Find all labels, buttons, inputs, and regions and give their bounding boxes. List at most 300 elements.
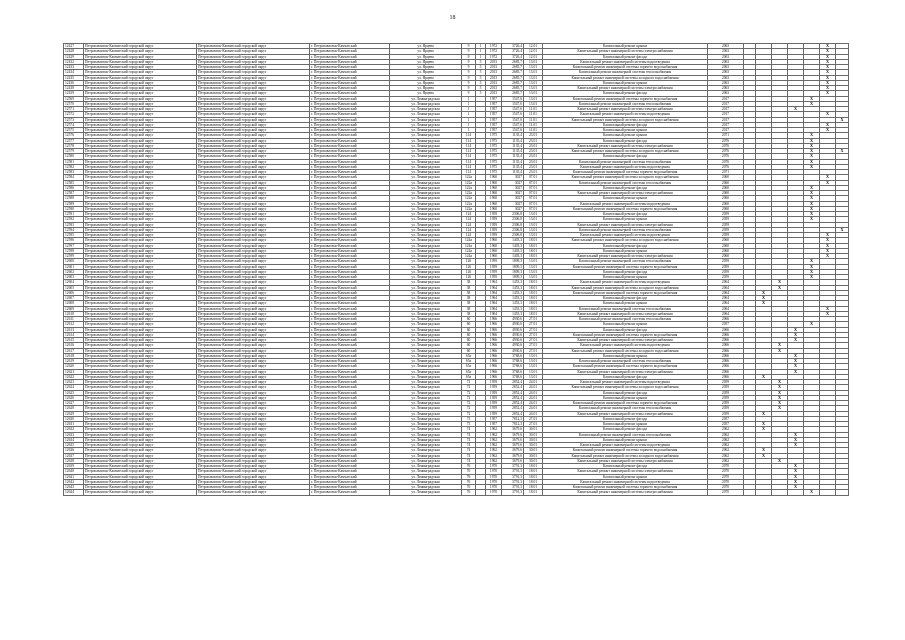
house-cell: 126 <box>462 269 476 274</box>
city-cell: г. Петропавловск-Камчатский <box>310 448 390 453</box>
street-cell: ул. Ярцева <box>390 44 462 49</box>
period-cell: 2063 <box>708 91 744 96</box>
area-cell: 1809,3 <box>502 264 524 269</box>
work-type-cell: Капитальный ремонт крыши <box>543 395 708 400</box>
row-number: 12573 <box>64 117 84 122</box>
year-cell: 1957 <box>486 122 502 127</box>
plan-cell: 30.01 <box>524 427 543 432</box>
municipality-cell: Петропавловск-Камчатский городской округ <box>84 175 197 180</box>
row-number: 12598 <box>64 248 84 253</box>
year-cell: 1960 <box>486 196 502 201</box>
municipality-cell: Петропавловск-Камчатский городской округ <box>84 212 197 217</box>
street-cell: ул. Ленинградская <box>390 432 462 437</box>
work-type-cell: Капитальный ремонт инженерной системы водоотведения <box>543 343 708 348</box>
city-cell: г. Петропавловск-Камчатский <box>310 91 390 96</box>
period-cell: 2076 <box>708 154 744 159</box>
work-type-cell: Капитальный ремонт инженерной системы водоотведения <box>543 59 708 64</box>
document-table-container <box>63 43 843 496</box>
row-number: 12614 <box>64 332 84 337</box>
municipality-cell: Петропавловск-Камчатский городской округ <box>84 306 197 311</box>
municipality-cell: Петропавловск-Камчатский городской округ <box>84 469 197 474</box>
plan-cell: 13.01 <box>524 59 543 64</box>
work-type-cell: Капитальный ремонт инженерной системы водоотведения <box>543 201 708 206</box>
house-cell: 76 <box>462 479 476 484</box>
house-cell: 122а <box>462 175 476 180</box>
municipality-cell: Петропавловск-Камчатский городской округ <box>84 485 197 490</box>
house-cell: 74 <box>462 453 476 458</box>
row-number: 12583 <box>64 170 84 175</box>
district-cell: Петропавловск-Камчатский городской округ <box>197 86 310 91</box>
row-number: 12642 <box>64 479 84 484</box>
period-cell: 2076 <box>708 143 744 148</box>
work-type-cell: Капитальный ремонт крыши <box>543 133 708 138</box>
house-cell: 124а <box>462 254 476 259</box>
period-cell: 2063 <box>708 80 744 85</box>
mark-cell <box>756 490 772 495</box>
street-cell: ул. Ленинградская <box>390 395 462 400</box>
municipality-cell: Петропавловск-Камчатский городской округ <box>84 296 197 301</box>
work-type-cell: Капитальный ремонт инженерной системы теплоснабжения <box>543 306 708 311</box>
row-number: 12434 <box>64 70 84 75</box>
mark-cell: X <box>788 338 804 343</box>
plan-cell: 11.01 <box>524 112 543 117</box>
district-cell: Петропавловск-Камчатский городской округ <box>197 65 310 70</box>
row-number: 12634 <box>64 437 84 442</box>
street-cell: ул. Ленинградская <box>390 238 462 243</box>
area-cell: 1453,3 <box>502 311 524 316</box>
plan-cell: 13.01 <box>524 233 543 238</box>
row-number: 12606 <box>64 290 84 295</box>
area-cell: 3679,6 <box>502 437 524 442</box>
house-cell: 73 <box>462 422 476 427</box>
area-cell: 1453,3 <box>502 296 524 301</box>
district-cell: Петропавловск-Камчатский городской округ <box>197 464 310 469</box>
work-type-cell: Капитальный ремонт крыши <box>543 322 708 327</box>
plan-cell: 13.01 <box>524 70 543 75</box>
house-cell: 38 <box>462 306 476 311</box>
mark-cell: X <box>820 86 836 91</box>
plan-cell: 27.01 <box>524 322 543 327</box>
period-cell: 2064 <box>708 285 744 290</box>
municipality-cell: Петропавловск-Камчатский городской округ <box>84 191 197 196</box>
plan-cell: 18.01 <box>524 238 543 243</box>
area-cell: 3791,3 <box>502 485 524 490</box>
house-cell: 38 <box>462 280 476 285</box>
period-cell: 2066 <box>708 374 744 379</box>
year-cell: 1970 <box>486 469 502 474</box>
building-cell: 5 <box>476 59 486 64</box>
plan-cell: 07.01 <box>524 196 543 201</box>
year-cell: 1959 <box>486 401 502 406</box>
municipality-cell: Петропавловск-Камчатский городской округ <box>84 201 197 206</box>
area-cell: 1403,3 <box>502 248 524 253</box>
work-type-cell: Капитальный ремонт крыши <box>543 44 708 49</box>
municipality-cell: Петропавловск-Камчатский городской округ <box>84 154 197 159</box>
work-type-cell: Капитальный ремонт инженерной системы холодного водоснабжения <box>543 238 708 243</box>
district-cell: Петропавловск-Камчатский городской округ <box>197 107 310 112</box>
city-cell: г. Петропавловск-Камчатский <box>310 159 390 164</box>
street-cell: ул. Ленинградская <box>390 175 462 180</box>
plan-cell: 13.01 <box>524 86 543 91</box>
street-cell: ул. Ленинградская <box>390 243 462 248</box>
work-type-cell: Капитальный ремонт инженерной системы водоотведения <box>543 479 708 484</box>
city-cell: г. Петропавловск-Камчатский <box>310 264 390 269</box>
work-type-cell: Капитальный ремонт инженерной системы горячего водоснабжения <box>543 485 708 490</box>
municipality-cell: Петропавловск-Камчатский городской округ <box>84 117 197 122</box>
plan-cell: 18.01 <box>524 485 543 490</box>
work-type-cell: Капитальный ремонт инженерной системы теплоснабжения <box>543 317 708 322</box>
plan-cell: 13.01 <box>524 269 543 274</box>
work-type-cell: Капитальный ремонт фасада <box>543 327 708 332</box>
plan-cell: 24.01 <box>524 411 543 416</box>
area-cell: 1135,4 <box>502 164 524 169</box>
district-cell: Петропавловск-Камчатский городской округ <box>197 422 310 427</box>
work-type-cell: Капитальный ремонт инженерной системы горячего водоснабжения <box>543 170 708 175</box>
house-cell: 124 <box>462 212 476 217</box>
mark-cell <box>788 490 804 495</box>
year-cell: 1959 <box>486 217 502 222</box>
row-number: 12626 <box>64 395 84 400</box>
house-cell: 124 <box>462 233 476 238</box>
year-cell: 1959 <box>486 233 502 238</box>
work-type-cell: Капитальный ремонт инженерной системы электроснабжения <box>543 254 708 259</box>
period-cell: 2063 <box>708 75 744 80</box>
row-number: 12428 <box>64 49 84 54</box>
mark-cell: X <box>804 206 820 211</box>
district-cell: Петропавловск-Камчатский городской округ <box>197 217 310 222</box>
area-cell: 2852,4 <box>502 411 524 416</box>
year-cell: 1962 <box>486 437 502 442</box>
plan-cell: 27.01 <box>524 327 543 332</box>
row-number: 12588 <box>64 196 84 201</box>
district-cell: Петропавловск-Камчатский городской округ <box>197 401 310 406</box>
municipality-cell: Петропавловск-Камчатский городской округ <box>84 269 197 274</box>
mark-cell: X <box>772 401 788 406</box>
period-cell: 2060 <box>708 248 744 253</box>
municipality-cell: Петропавловск-Камчатский городской округ <box>84 196 197 201</box>
mark-cell: X <box>820 65 836 70</box>
city-cell: г. Петропавловск-Камчатский <box>310 327 390 332</box>
street-cell: ул. Ленинградская <box>390 112 462 117</box>
work-type-cell: Капитальный ремонт инженерной системы холодного водоснабжения <box>543 285 708 290</box>
city-cell: г. Петропавловск-Камчатский <box>310 259 390 264</box>
work-type-cell: Капитальный ремонт инженерной системы теплоснабжения <box>543 227 708 232</box>
street-cell: ул. Ленинградская <box>390 264 462 269</box>
district-cell: Петропавловск-Камчатский городской округ <box>197 175 310 180</box>
area-cell: 1403,3 <box>502 254 524 259</box>
street-cell: ул. Ленинградская <box>390 306 462 311</box>
district-cell: Петропавловск-Камчатский городской округ <box>197 80 310 85</box>
street-cell: ул. Ленинградская <box>390 348 462 353</box>
street-cell: ул. Ленинградская <box>390 338 462 343</box>
house-cell: 9 <box>462 80 476 85</box>
plan-cell: 13.01 <box>524 364 543 369</box>
mark-cell: X <box>788 464 804 469</box>
city-cell: г. Петропавловск-Камчатский <box>310 212 390 217</box>
building-cell <box>476 490 486 495</box>
priority-cell <box>744 490 756 495</box>
mark-cell: X <box>756 296 772 301</box>
house-cell: 74 <box>462 432 476 437</box>
area-cell: 3027 <box>502 196 524 201</box>
city-cell: г. Петропавловск-Камчатский <box>310 485 390 490</box>
work-type-cell: Капитальный ремонт крыши <box>543 437 708 442</box>
house-cell: 74 <box>462 458 476 463</box>
street-cell: ул. Ленинградская <box>390 437 462 442</box>
year-cell: 1962 <box>486 443 502 448</box>
municipality-cell: Петропавловск-Камчатский городской округ <box>84 380 197 385</box>
year-cell: 1957 <box>486 128 502 133</box>
city-cell: г. Петропавловск-Камчатский <box>310 353 390 358</box>
municipality-cell: Петропавловск-Камчатский городской округ <box>84 317 197 322</box>
city-cell: г. Петропавловск-Камчатский <box>310 128 390 133</box>
row-number: 12572 <box>64 112 84 117</box>
work-type-cell: Капитальный ремонт инженерной системы теплоснабжения <box>543 101 708 106</box>
plan-cell: 13.01 <box>524 275 543 280</box>
period-cell: 2070 <box>708 464 744 469</box>
year-cell: 1959 <box>486 222 502 227</box>
house-cell: 74 <box>462 448 476 453</box>
plan-cell: 07.01 <box>524 191 543 196</box>
year-cell: 1964 <box>486 306 502 311</box>
municipality-cell: Петропавловск-Камчатский городской округ <box>84 227 197 232</box>
street-cell: ул. Ленинградская <box>390 369 462 374</box>
row-number: 12629 <box>64 411 84 416</box>
plan-cell: 13.01 <box>524 96 543 101</box>
municipality-cell: Петропавловск-Камчатский городской округ <box>84 143 197 148</box>
row-number: 12429 <box>64 54 84 59</box>
city-cell: г. Петропавловск-Камчатский <box>310 311 390 316</box>
period-cell: 2059 <box>708 401 744 406</box>
district-cell: Петропавловск-Камчатский городской округ <box>197 180 310 185</box>
house-cell: 1 <box>462 122 476 127</box>
municipality-cell: Петропавловск-Камчатский городской округ <box>84 322 197 327</box>
district-cell: Петропавловск-Камчатский городской округ <box>197 59 310 64</box>
city-cell: г. Петропавловск-Камчатский <box>310 80 390 85</box>
district-cell: Петропавловск-Камчатский городской округ <box>197 75 310 80</box>
street-cell: ул. Ленинградская <box>390 217 462 222</box>
year-cell: 1970 <box>486 490 502 495</box>
year-cell: 1960 <box>486 254 502 259</box>
work-type-cell: Капитальный ремонт инженерной системы электроснабжения <box>543 222 708 227</box>
plan-cell: 13.01 <box>524 259 543 264</box>
mark-cell: X <box>804 164 820 169</box>
street-cell: ул. Ленинградская <box>390 485 462 490</box>
mark-cell: X <box>756 411 772 416</box>
city-cell: г. Петропавловск-Камчатский <box>310 59 390 64</box>
work-type-cell: Капитальный ремонт инженерной системы теплоснабжения <box>543 70 708 75</box>
city-cell: г. Петропавловск-Камчатский <box>310 332 390 337</box>
city-cell: г. Петропавловск-Камчатский <box>310 164 390 169</box>
work-type-cell: Капитальный ремонт фасада <box>543 154 708 159</box>
work-type-cell: Капитальный ремонт инженерной системы водоотведения <box>543 164 708 169</box>
area-cell: 1453,3 <box>502 280 524 285</box>
row-number: 12644 <box>64 490 84 495</box>
plan-cell: 18.01 <box>524 280 543 285</box>
city-cell: г. Петропавловск-Камчатский <box>310 359 390 364</box>
year-cell: 1964 <box>486 296 502 301</box>
district-cell: Петропавловск-Камчатский городской округ <box>197 154 310 159</box>
period-cell: 2017 <box>708 96 744 101</box>
mark-cell: X <box>772 390 788 395</box>
area-cell: 3679,6 <box>502 443 524 448</box>
mark-cell: X <box>820 175 836 180</box>
city-cell: г. Петропавловск-Камчатский <box>310 191 390 196</box>
house-cell: 60 <box>462 348 476 353</box>
plan-cell: 13.01 <box>524 222 543 227</box>
year-cell: 1975 <box>486 154 502 159</box>
mark-cell: X <box>804 212 820 217</box>
municipality-cell: Петропавловск-Камчатский городской округ <box>84 133 197 138</box>
area-cell: 3768,6 <box>502 359 524 364</box>
house-cell: 60 <box>462 332 476 337</box>
row-number: 12639 <box>64 464 84 469</box>
area-cell: 1403,3 <box>502 243 524 248</box>
street-cell: ул. Ленинградская <box>390 159 462 164</box>
district-cell: Петропавловск-Камчатский городской округ <box>197 196 310 201</box>
street-cell: ул. Ленинградская <box>390 149 462 154</box>
work-type-cell: Капитальный ремонт инженерной системы холодного водоснабжения <box>543 75 708 80</box>
row-number: 12604 <box>64 280 84 285</box>
mark-cell: X <box>788 332 804 337</box>
work-type-cell: Капитальный ремонт фасада <box>543 243 708 248</box>
city-cell: г. Петропавловск-Камчатский <box>310 411 390 416</box>
city-cell: г. Петропавловск-Камчатский <box>310 143 390 148</box>
plan-cell: 13.01 <box>524 217 543 222</box>
row-number: 12439 <box>64 91 84 96</box>
year-cell: 1957 <box>486 416 502 421</box>
plan-cell: 30.01 <box>524 432 543 437</box>
house-cell: 65а <box>462 353 476 358</box>
plan-cell: 18.01 <box>524 474 543 479</box>
work-type-cell: Капитальный ремонт инженерной системы водоотведения <box>543 443 708 448</box>
municipality-cell: Петропавловск-Камчатский городской округ <box>84 353 197 358</box>
work-type-cell: Капитальный ремонт фасада <box>543 416 708 421</box>
district-cell: Петропавловск-Камчатский городской округ <box>197 238 310 243</box>
year-cell: 1975 <box>486 133 502 138</box>
mark-cell <box>772 490 788 495</box>
period-cell: 2060 <box>708 175 744 180</box>
plan-cell: 18.01 <box>524 490 543 495</box>
period-cell: 2059 <box>708 269 744 274</box>
mark-cell: X <box>836 227 849 232</box>
street-cell: ул. Ленинградская <box>390 406 462 411</box>
row-number: 12638 <box>64 458 84 463</box>
mark-cell: X <box>820 233 836 238</box>
period-cell: 2066 <box>708 338 744 343</box>
area-cell: 2306,8 <box>502 217 524 222</box>
street-cell: ул. Ленинградская <box>390 275 462 280</box>
mark-cell: X <box>820 311 836 316</box>
municipality-cell: Петропавловск-Камчатский городской округ <box>84 138 197 143</box>
area-cell: 1453,3 <box>502 306 524 311</box>
year-cell: 1959 <box>486 259 502 264</box>
area-cell: 2685,7 <box>502 59 524 64</box>
row-number: 12593 <box>64 222 84 227</box>
municipality-cell: Петропавловск-Камчатский городской округ <box>84 395 197 400</box>
municipality-cell: Петропавловск-Камчатский городской округ <box>84 222 197 227</box>
street-cell: ул. Ленинградская <box>390 401 462 406</box>
municipality-cell: Петропавловск-Камчатский городской округ <box>84 107 197 112</box>
city-cell: г. Петропавловск-Камчатский <box>310 206 390 211</box>
municipality-cell: Петропавловск-Камчатский городской округ <box>84 474 197 479</box>
district-cell: Петропавловск-Камчатский городской округ <box>197 191 310 196</box>
municipality-cell: Петропавловск-Камчатский городской округ <box>84 311 197 316</box>
house-cell: 65а <box>462 359 476 364</box>
period-cell: 2057 <box>708 322 744 327</box>
house-cell: 72 <box>462 401 476 406</box>
municipality-cell: Петропавловск-Камчатский городской округ <box>84 44 197 49</box>
work-type-cell: Капитальный ремонт фасада <box>543 54 708 59</box>
district-cell: Петропавловск-Камчатский городской округ <box>197 264 310 269</box>
plan-cell: 24.01 <box>524 395 543 400</box>
building-cell: 5 <box>476 65 486 70</box>
row-number: 12432 <box>64 59 84 64</box>
year-cell: 1962 <box>486 427 502 432</box>
year-cell: 1957 <box>486 112 502 117</box>
city-cell: г. Петропавловск-Камчатский <box>310 343 390 348</box>
year-cell: 1959 <box>486 269 502 274</box>
work-type-cell: Капитальный ремонт инженерной системы электроснабжения <box>543 107 708 112</box>
house-cell: 126 <box>462 275 476 280</box>
city-cell: г. Петропавловск-Камчатский <box>310 474 390 479</box>
mark-cell: X <box>756 422 772 427</box>
street-cell: ул. Ленинградская <box>390 122 462 127</box>
house-cell: 9 <box>462 86 476 91</box>
period-cell: 2063 <box>708 70 744 75</box>
city-cell: г. Петропавловск-Камчатский <box>310 290 390 295</box>
house-cell: 60 <box>462 317 476 322</box>
city-cell: г. Петропавловск-Камчатский <box>310 233 390 238</box>
year-cell: 1966 <box>486 374 502 379</box>
work-type-cell: Капитальный ремонт инженерной системы электроснабжения <box>543 469 708 474</box>
street-cell: ул. Ленинградская <box>390 128 462 133</box>
work-type-cell: Капитальный ремонт инженерной системы водоотведения <box>543 280 708 285</box>
row-number: 12620 <box>64 364 84 369</box>
mark-cell: X <box>836 117 849 122</box>
work-type-cell: Капитальный ремонт инженерной системы водоотведения <box>543 112 708 117</box>
street-cell: ул. Ленинградская <box>390 427 462 432</box>
street-cell: ул. Ленинградская <box>390 201 462 206</box>
plan-cell: 27.01 <box>524 317 543 322</box>
plan-cell: 12.01 <box>524 54 543 59</box>
area-cell: 3027 <box>502 185 524 190</box>
street-cell: ул. Ленинградская <box>390 322 462 327</box>
mark-cell: X <box>804 96 820 101</box>
period-cell: 2063 <box>708 59 744 64</box>
district-cell: Петропавловск-Камчатский городской округ <box>197 301 310 306</box>
mark-cell: X <box>788 369 804 374</box>
period-cell: 2060 <box>708 180 744 185</box>
year-cell: 1959 <box>486 264 502 269</box>
area-cell: 3726,4 <box>502 49 524 54</box>
plan-cell: 13.01 <box>524 212 543 217</box>
work-type-cell: Капитальный ремонт фасада <box>543 91 708 96</box>
street-cell: ул. Ленинградская <box>390 390 462 395</box>
city-cell: г. Петропавловск-Камчатский <box>310 458 390 463</box>
row-number: 12576 <box>64 133 84 138</box>
plan-cell: 12.01 <box>524 44 543 49</box>
work-type-cell: Капитальный ремонт крыши <box>543 422 708 427</box>
plan-cell: 07.01 <box>524 206 543 211</box>
work-type-cell: Капитальный ремонт инженерной системы электроснабжения <box>543 338 708 343</box>
row-number: 12633 <box>64 432 84 437</box>
mark-cell: X <box>820 248 836 253</box>
city-cell: г. Петропавловск-Камчатский <box>310 432 390 437</box>
period-cell: 2060 <box>708 206 744 211</box>
district-cell: Петропавловск-Камчатский городской округ <box>197 432 310 437</box>
street-cell: ул. Ленинградская <box>390 290 462 295</box>
